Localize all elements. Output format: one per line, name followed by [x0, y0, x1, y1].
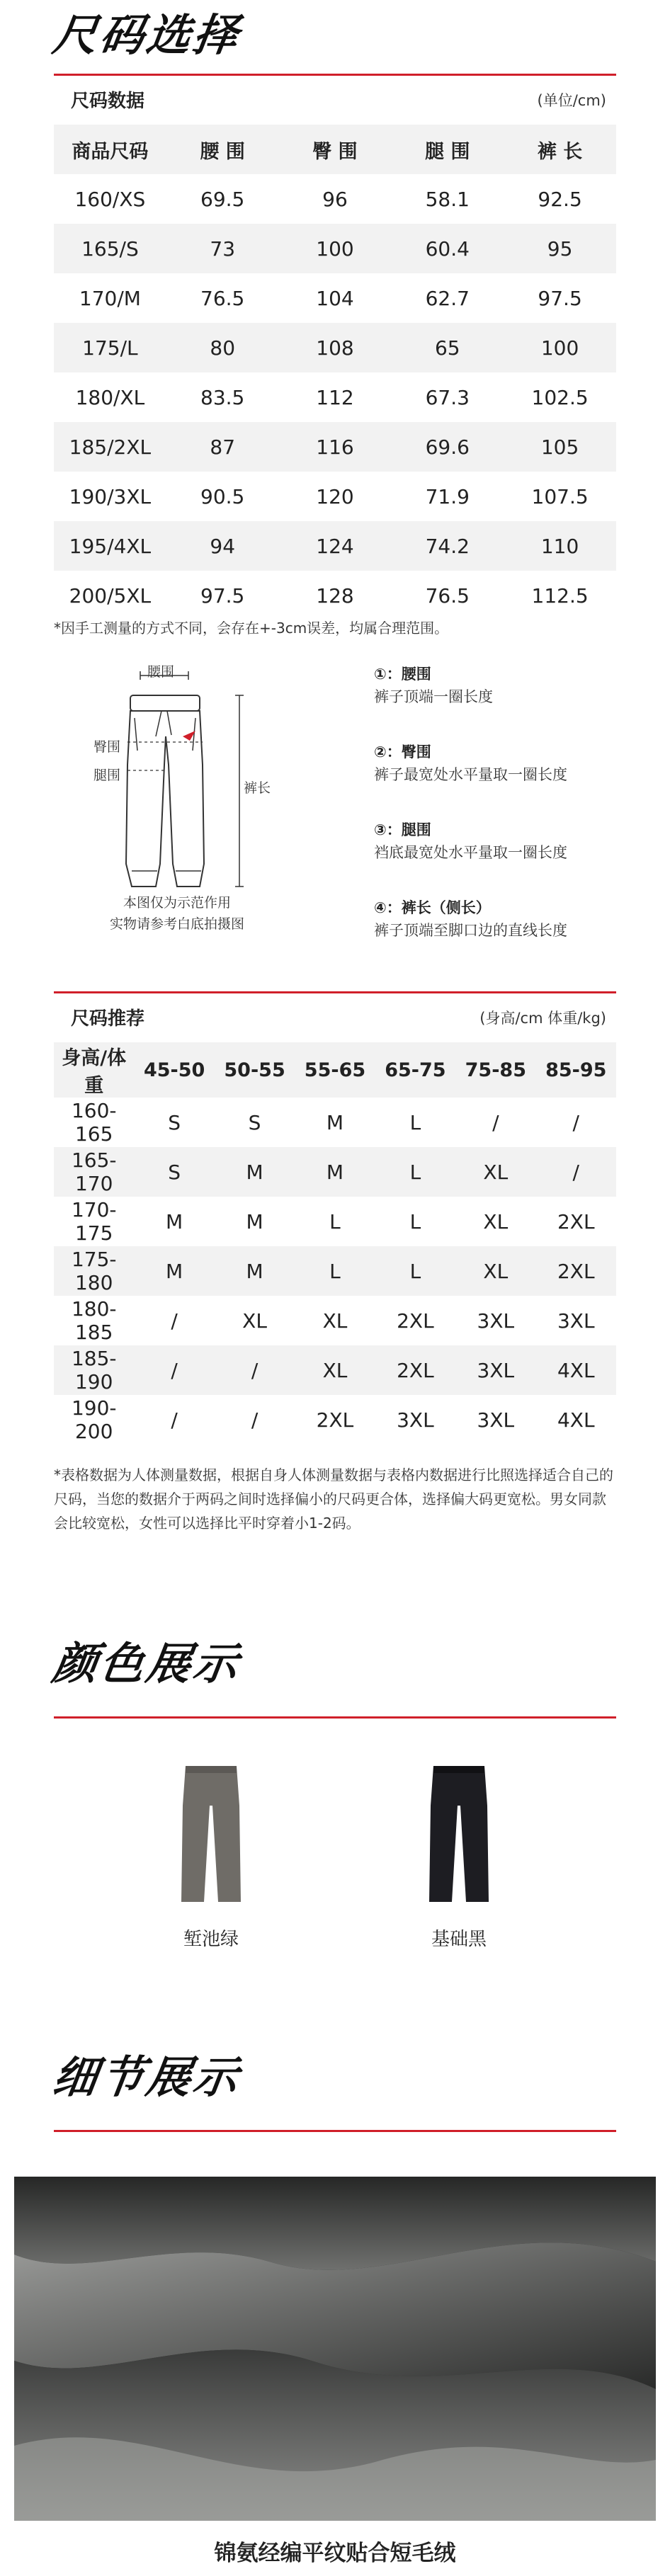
recommend-cell: XL — [242, 1309, 267, 1333]
recommend-header-cell: 身高/体重 — [54, 1042, 134, 1098]
size-data-cell: 165/S — [54, 224, 166, 273]
recommend-cell: / — [171, 1309, 178, 1333]
color-name-black: 基础黑 — [431, 1929, 487, 1950]
size-data-cell: 105 — [504, 422, 616, 472]
pants-outline-icon — [85, 659, 269, 913]
fabric-texture-icon — [14, 2177, 656, 2521]
legend-thigh-title: ③：腿围 — [374, 821, 431, 838]
color-section-title: 颜色展示 — [50, 1638, 244, 1689]
recommend-cell: / — [536, 1147, 616, 1197]
recommend-cell: 3XL — [477, 1309, 515, 1333]
size-data-cell: 69.5 — [200, 187, 245, 211]
size-data-cell: 96 — [322, 187, 348, 211]
diagram-caption-2: 实物请参考白底拍摄图 — [109, 916, 244, 932]
recommend-title: 尺码推荐 — [71, 1008, 145, 1030]
recommend-cell: L — [295, 1246, 375, 1296]
recommend-row — [54, 1246, 616, 1296]
size-data-cell: 185/2XL — [54, 422, 166, 472]
size-data-header-cell: 臀 围 — [279, 125, 392, 174]
size-data-cell: 97.5 — [538, 286, 582, 310]
recommend-cell: L — [409, 1209, 421, 1233]
size-data-header-cell: 腿 围 — [391, 125, 504, 174]
size-data-cell: 104 — [316, 286, 354, 310]
size-data-cell: 175/L — [54, 323, 166, 372]
size-data-cell: 195/4XL — [54, 521, 166, 571]
pants-green-icon — [177, 1763, 245, 1905]
recommend-cell: 185-190 — [54, 1345, 134, 1395]
size-data-cell: 190/3XL — [69, 484, 152, 508]
size-data-cell: 107.5 — [531, 484, 589, 508]
recommend-cell: XL — [455, 1246, 535, 1296]
color-name-green: 堑池绿 — [183, 1929, 239, 1950]
recommend-cell: 2XL — [557, 1209, 595, 1233]
recommend-cell: 3XL — [477, 1408, 515, 1432]
recommend-cell: M — [134, 1246, 214, 1296]
recommend-header-cell: 55-65 — [295, 1042, 375, 1098]
recommend-header-cell: 50-55 — [215, 1042, 295, 1098]
recommend-header-cell: 75-85 — [455, 1042, 535, 1098]
size-data-row — [54, 472, 616, 521]
size-data-cell: 83.5 — [200, 385, 245, 409]
size-section-divider — [54, 74, 616, 76]
size-data-cell: 120 — [316, 484, 354, 508]
size-data-header-cell: 裤 长 — [504, 125, 616, 174]
recommend-cell: M — [166, 1209, 183, 1233]
size-data-cell: 67.3 — [425, 385, 470, 409]
recommend-header-row — [54, 1042, 616, 1098]
size-data-cell: 58.1 — [425, 187, 470, 211]
size-data-cell: 110 — [504, 521, 616, 571]
recommend-header-cell: 45-50 — [134, 1042, 214, 1098]
color-swatch-black[interactable] — [425, 1763, 493, 1908]
legend-hip-title: ②：臀围 — [374, 743, 431, 760]
size-data-row — [54, 323, 616, 372]
recommend-cell: S — [134, 1147, 214, 1197]
size-data-row — [54, 174, 616, 224]
recommend-cell: XL — [455, 1147, 535, 1197]
size-data-cell: 94 — [166, 521, 279, 571]
length-label: 裤长 — [244, 780, 271, 796]
recommend-unit: (身高/cm 体重/kg) — [479, 1010, 606, 1027]
recommend-row — [54, 1395, 616, 1444]
fabric-detail-image — [14, 2177, 656, 2521]
legend-length-desc: 裤子顶端至脚口边的直线长度 — [374, 922, 567, 939]
color-section-divider — [54, 1716, 616, 1719]
size-data-cell: 90.5 — [200, 484, 245, 508]
recommend-cell: / — [215, 1345, 295, 1395]
size-data-cell: 112 — [316, 385, 354, 409]
pants-black-icon — [425, 1763, 493, 1905]
size-data-row — [54, 224, 616, 273]
recommend-cell: XL — [295, 1345, 375, 1395]
size-data-cell: 62.7 — [425, 286, 470, 310]
recommend-cell: / — [251, 1408, 259, 1432]
recommend-cell: 3XL — [557, 1309, 595, 1333]
waist-label: 腰围 — [147, 664, 175, 680]
size-data-cell: 76.5 — [425, 583, 470, 608]
size-data-cell: 92.5 — [538, 187, 582, 211]
recommend-cell: / — [492, 1110, 499, 1134]
size-data-cell: 74.2 — [391, 521, 504, 571]
size-data-title: 尺码数据 — [71, 91, 145, 112]
recommend-row — [54, 1098, 616, 1147]
size-data-unit: (单位/cm) — [537, 92, 606, 109]
size-section-title: 尺码选择 — [50, 9, 244, 61]
size-data-cell: 124 — [279, 521, 392, 571]
thigh-label: 腿围 — [93, 768, 121, 783]
size-data-cell: 60.4 — [391, 224, 504, 273]
size-data-cell: 73 — [166, 224, 279, 273]
size-data-row — [54, 372, 616, 422]
pants-diagram — [85, 659, 269, 913]
recommend-cell: L — [329, 1209, 341, 1233]
recommend-divider — [54, 991, 616, 993]
size-data-cell: 102.5 — [531, 385, 589, 409]
recommend-cell: M — [246, 1209, 263, 1233]
recommend-note: *表格数据为人体测量数据，根据自身人体测量数据与表格内数据进行比照选择适合自己的尺码，当您的数据介于两码之间时选择偏小的尺码更合体，选择偏大码更宽松。男女同款会比较宽松，女性可以选择比平时穿着小1-2码。 — [54, 1466, 613, 1532]
recommend-cell: / — [171, 1408, 178, 1432]
size-data-cell: 100 — [279, 224, 392, 273]
recommend-cell: 4XL — [536, 1345, 616, 1395]
size-data-cell: 95 — [504, 224, 616, 273]
legend-thigh-desc: 裆底最宽处水平量取一圈长度 — [374, 844, 567, 861]
diagram-caption-1: 本图仅为示范作用 — [123, 895, 231, 911]
size-data-header-cell: 腰 围 — [166, 125, 279, 174]
recommend-cell: 175-180 — [54, 1246, 134, 1296]
recommend-cell: XL — [322, 1309, 348, 1333]
size-data-cell: 97.5 — [200, 583, 245, 608]
size-data-note: *因手工测量的方式不同，会存在+-3cm误差，均属合理范围。 — [54, 620, 449, 637]
recommend-row — [54, 1147, 616, 1197]
detail-caption: 锦氨经编平纹贴合短毛绒 — [214, 2541, 456, 2566]
recommend-cell: 165-170 — [54, 1147, 134, 1197]
legend-hip-desc: 裤子最宽处水平量取一圈长度 — [374, 766, 567, 783]
detail-section-title: 细节展示 — [50, 2051, 244, 2103]
recommend-cell: 2XL — [375, 1345, 455, 1395]
size-data-cell: 160/XS — [74, 187, 146, 211]
recommend-cell: 170-175 — [71, 1198, 117, 1245]
size-data-cell: 170/M — [79, 286, 141, 310]
size-data-table — [54, 125, 616, 620]
recommend-cell: 4XL — [557, 1408, 595, 1432]
recommend-cell: 2XL — [536, 1246, 616, 1296]
size-data-cell: 100 — [504, 323, 616, 372]
size-data-cell: 112.5 — [531, 583, 589, 608]
recommend-cell: S — [168, 1110, 181, 1134]
recommend-cell: 3XL — [397, 1408, 434, 1432]
size-data-row — [54, 521, 616, 571]
recommend-cell: M — [295, 1147, 375, 1197]
recommend-cell: / — [572, 1110, 579, 1134]
size-data-cell: 69.6 — [391, 422, 504, 472]
legend-length-title: ④：裤长（侧长） — [374, 899, 491, 916]
size-data-cell: 87 — [166, 422, 279, 472]
size-data-row — [54, 571, 616, 620]
recommend-cell: 160-165 — [71, 1099, 117, 1146]
size-data-cell: 80 — [166, 323, 279, 372]
size-data-cell: 128 — [316, 583, 354, 608]
recommend-cell: 180-185 — [71, 1297, 117, 1344]
recommend-cell: 2XL — [397, 1309, 434, 1333]
size-data-cell: 116 — [279, 422, 392, 472]
recommend-cell: M — [215, 1147, 295, 1197]
recommend-cell: 3XL — [455, 1345, 535, 1395]
hip-label: 臀围 — [93, 739, 121, 755]
recommend-cell: M — [215, 1246, 295, 1296]
recommend-cell: L — [375, 1246, 455, 1296]
size-data-cell: 108 — [279, 323, 392, 372]
size-data-row — [54, 422, 616, 472]
detail-section-divider — [54, 2130, 616, 2132]
recommend-header-cell: 85-95 — [536, 1042, 616, 1098]
recommend-cell: / — [134, 1345, 214, 1395]
recommend-cell: S — [248, 1110, 261, 1134]
size-recommend-table — [54, 1042, 616, 1444]
recommend-row — [54, 1345, 616, 1395]
recommend-row — [54, 1197, 616, 1246]
recommend-cell: XL — [483, 1209, 509, 1233]
recommend-cell: M — [326, 1110, 344, 1134]
recommend-cell: L — [375, 1147, 455, 1197]
recommend-cell: 190-200 — [71, 1396, 117, 1443]
size-data-cell: 200/5XL — [69, 583, 152, 608]
color-swatch-green[interactable] — [177, 1763, 245, 1908]
size-data-cell: 65 — [391, 323, 504, 372]
size-data-row — [54, 273, 616, 323]
recommend-cell: 2XL — [316, 1408, 354, 1432]
size-data-cell: 76.5 — [200, 286, 245, 310]
legend-waist-desc: 裤子顶端一圈长度 — [374, 688, 493, 705]
legend-waist-title: ①：腰围 — [374, 666, 431, 683]
recommend-row — [54, 1296, 616, 1345]
recommend-cell: L — [409, 1110, 421, 1134]
size-data-cell: 71.9 — [425, 484, 470, 508]
recommend-header-cell: 65-75 — [375, 1042, 455, 1098]
size-data-header-row — [54, 125, 616, 174]
size-data-cell: 180/XL — [75, 385, 145, 409]
size-data-header-cell: 商品尺码 — [54, 125, 166, 174]
